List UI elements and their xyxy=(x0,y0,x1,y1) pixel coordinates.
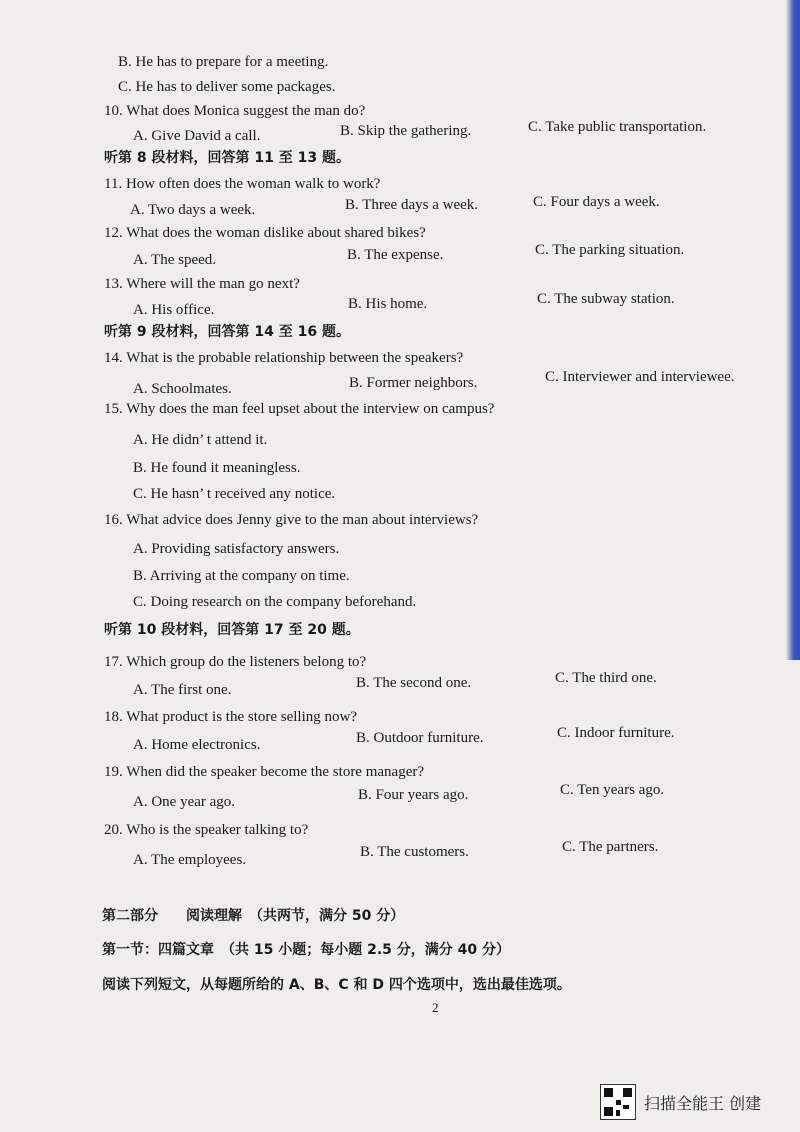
question-text: B. The second one. xyxy=(356,675,472,691)
section-instruction: 听第 10 段材料，回答第 17 至 20 题。 xyxy=(104,622,360,638)
question-text: C. Doing research on the company beforehand. xyxy=(133,594,417,610)
question-text: 17. Which group do the listeners belong to? xyxy=(104,654,367,670)
question-text: 15. Why does the man feel upset about the interview on campus? xyxy=(104,401,495,417)
question-text: C. The third one. xyxy=(555,670,657,686)
section-instruction: 听第 8 段材料，回答第 11 至 13 题。 xyxy=(104,150,350,166)
question-text: A. Two days a week. xyxy=(130,202,256,218)
question-text: C. The subway station. xyxy=(537,291,675,307)
question-text: B. He found it meaningless. xyxy=(133,460,301,476)
section-instruction: 第一节：四篇文章 （共 15 小题；每小题 2.5 分，满分 40 分） xyxy=(102,942,511,958)
section-instruction: 阅读下列短文，从每题所给的 A、B、C 和 D 四个选项中，选出最佳选项。 xyxy=(102,977,571,993)
question-text: B. Arriving at the company on time. xyxy=(133,568,350,584)
question-text: B. Former neighbors. xyxy=(349,375,478,391)
question-text: B. Skip the gathering. xyxy=(340,123,472,139)
question-text: C. Four days a week. xyxy=(533,194,660,210)
question-text: A. Schoolmates. xyxy=(133,381,232,397)
question-text: C. The partners. xyxy=(562,839,659,855)
question-text: 18. What product is the store selling now? xyxy=(104,709,358,725)
question-text: 20. Who is the speaker talking to? xyxy=(104,822,309,838)
question-text: A. He didn’ t attend it. xyxy=(133,432,268,448)
scanner-watermark xyxy=(600,1084,761,1120)
watermark-text: 扫描全能王 创建 xyxy=(644,1093,762,1113)
question-text: A. Providing satisfactory answers. xyxy=(133,541,340,557)
question-text: B. Three days a week. xyxy=(345,197,479,213)
question-text: 16. What advice does Jenny give to the man about interviews? xyxy=(104,512,479,528)
question-text: 13. Where will the man go next? xyxy=(104,276,300,292)
question-text: B. He has to prepare for a meeting. xyxy=(118,54,329,70)
question-text: C. Indoor furniture. xyxy=(557,725,675,741)
question-text: 11. How often does the woman walk to work? xyxy=(104,176,381,192)
scan-edge xyxy=(786,0,800,660)
page-number: 2 xyxy=(432,1000,439,1015)
question-text: C. He hasn’ t received any notice. xyxy=(133,486,336,502)
question-text: B. His home. xyxy=(348,296,428,312)
question-text: C. He has to deliver some packages. xyxy=(118,79,336,95)
question-text: A. Give David a call. xyxy=(133,128,261,144)
question-text: 14. What is the probable relationship between the speakers? xyxy=(104,350,464,366)
question-text: B. Four years ago. xyxy=(358,787,469,803)
question-text: 12. What does the woman dislike about shared bikes? xyxy=(104,225,426,241)
question-text: B. Outdoor furniture. xyxy=(356,730,484,746)
question-text: B. The expense. xyxy=(347,247,444,263)
question-text: C. Take public transportation. xyxy=(528,119,707,135)
qr-code-icon xyxy=(600,1084,636,1120)
question-text: 19. When did the speaker become the store manager? xyxy=(104,764,425,780)
question-text: C. The parking situation. xyxy=(535,242,685,258)
section-instruction: 第二部分 阅读理解 （共两节，满分 50 分） xyxy=(102,908,405,924)
question-text: A. The speed. xyxy=(133,252,217,268)
question-text: A. The first one. xyxy=(133,682,232,698)
question-text: C. Ten years ago. xyxy=(560,782,665,798)
question-text: A. Home electronics. xyxy=(133,737,261,753)
section-instruction: 听第 9 段材料，回答第 14 至 16 题。 xyxy=(104,324,350,340)
question-text: A. The employees. xyxy=(133,852,247,868)
question-text: C. Interviewer and interviewee. xyxy=(545,369,735,385)
question-text: 10. What does Monica suggest the man do? xyxy=(104,103,366,119)
question-text: A. One year ago. xyxy=(133,794,236,810)
question-text: A. His office. xyxy=(133,302,215,318)
question-text: B. The customers. xyxy=(360,844,469,860)
